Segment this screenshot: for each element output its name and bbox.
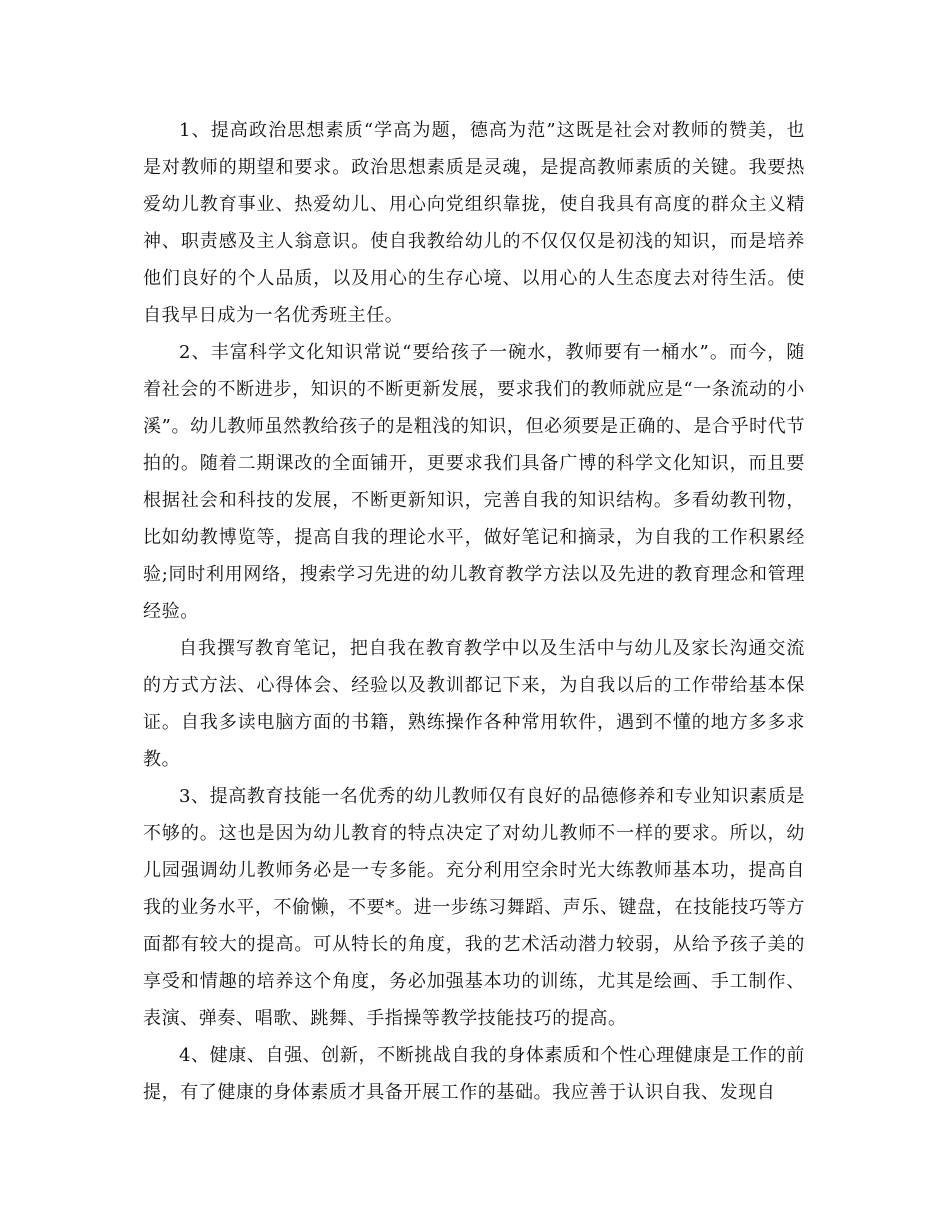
paragraph-political-quality: 1、提高政治思想素质“学高为题，德高为范”这既是社会对教师的赞美，也是对教师的期望和要求。政治思想素质是灵魂，是提高教师素质的关键。我要热爱幼儿教育事业、热爱幼儿、用心向党组织靠拢，使自我具有高度的群众主义精神、职责感及主人翁意识。使自我教给幼儿的不仅仅仅是初浅的知识，而是培养他们良好的个人品质，以及用心的生存心境、以用心的人生态度去对待生活。使自我早日成为一名优秀班主任。 xyxy=(143,120,805,326)
paragraph-education-notes: 自我撰写教育笔记，把自我在教育教学中以及生活中与幼儿及家长沟通交流的方式方法、心得体会、经验以及教训都记下来，为自我以后的工作带给基本保证。自我多读电脑方面的书籍，熟练操作各种常用软件，遇到不懂的地方多多求教。 xyxy=(143,638,805,770)
paragraph-teaching-skills: 3、提高教育技能一名优秀的幼儿教师仅有良好的品德修养和专业知识素质是不够的。这也是因为幼儿教育的特点决定了对幼儿教师不一样的要求。所以，幼儿园强调幼儿教师务必是一专多能。充分利用空余时光大练教师基本功，提高自我的业务水平，不偷懒，不要*。进一步练习舞蹈、声乐、键盘，在技能技巧等方面都有较大的提高。可从特长的角度，我的艺术活动潜力较弱，从给予孩子美的享受和情趣的培养这个角度，务必加强基本功的训练，尤其是绘画、手工制作、表演、弹奏、唱歌、跳舞、手指操等教学技能技巧的提高。 xyxy=(143,786,805,1029)
paragraph-science-knowledge: 2、丰富科学文化知识常说“要给孩子一碗水，教师要有一桶水”。而今，随着社会的不断进步，知识的不断更新发展，要求我们的教师就应是“一条流动的小溪”。幼儿教师虽然教给孩子的是粗浅的知识，但必须要是正确的、是合乎时代节拍的。随着二期课改的全面铺开，更要求我们具备广博的科学文化知识，而且要根据社会和科技的发展，不断更新知识，完善自我的知识结构。多看幼教刊物，比如幼教博览等，提高自我的理论水平，做好笔记和摘录，为自我的工作积累经验;同时利用网络，搜索学习先进的幼儿教育教学方法以及先进的教育理念和管理经验。 xyxy=(143,342,805,622)
paragraph-health-innovation: 4、健康、自强、创新，不断挑战自我的身体素质和个性心理健康是工作的前提，有了健康的身体素质才具备开展工作的基础。我应善于认识自我、发现自 xyxy=(143,1045,805,1103)
document-body xyxy=(143,112,805,1111)
